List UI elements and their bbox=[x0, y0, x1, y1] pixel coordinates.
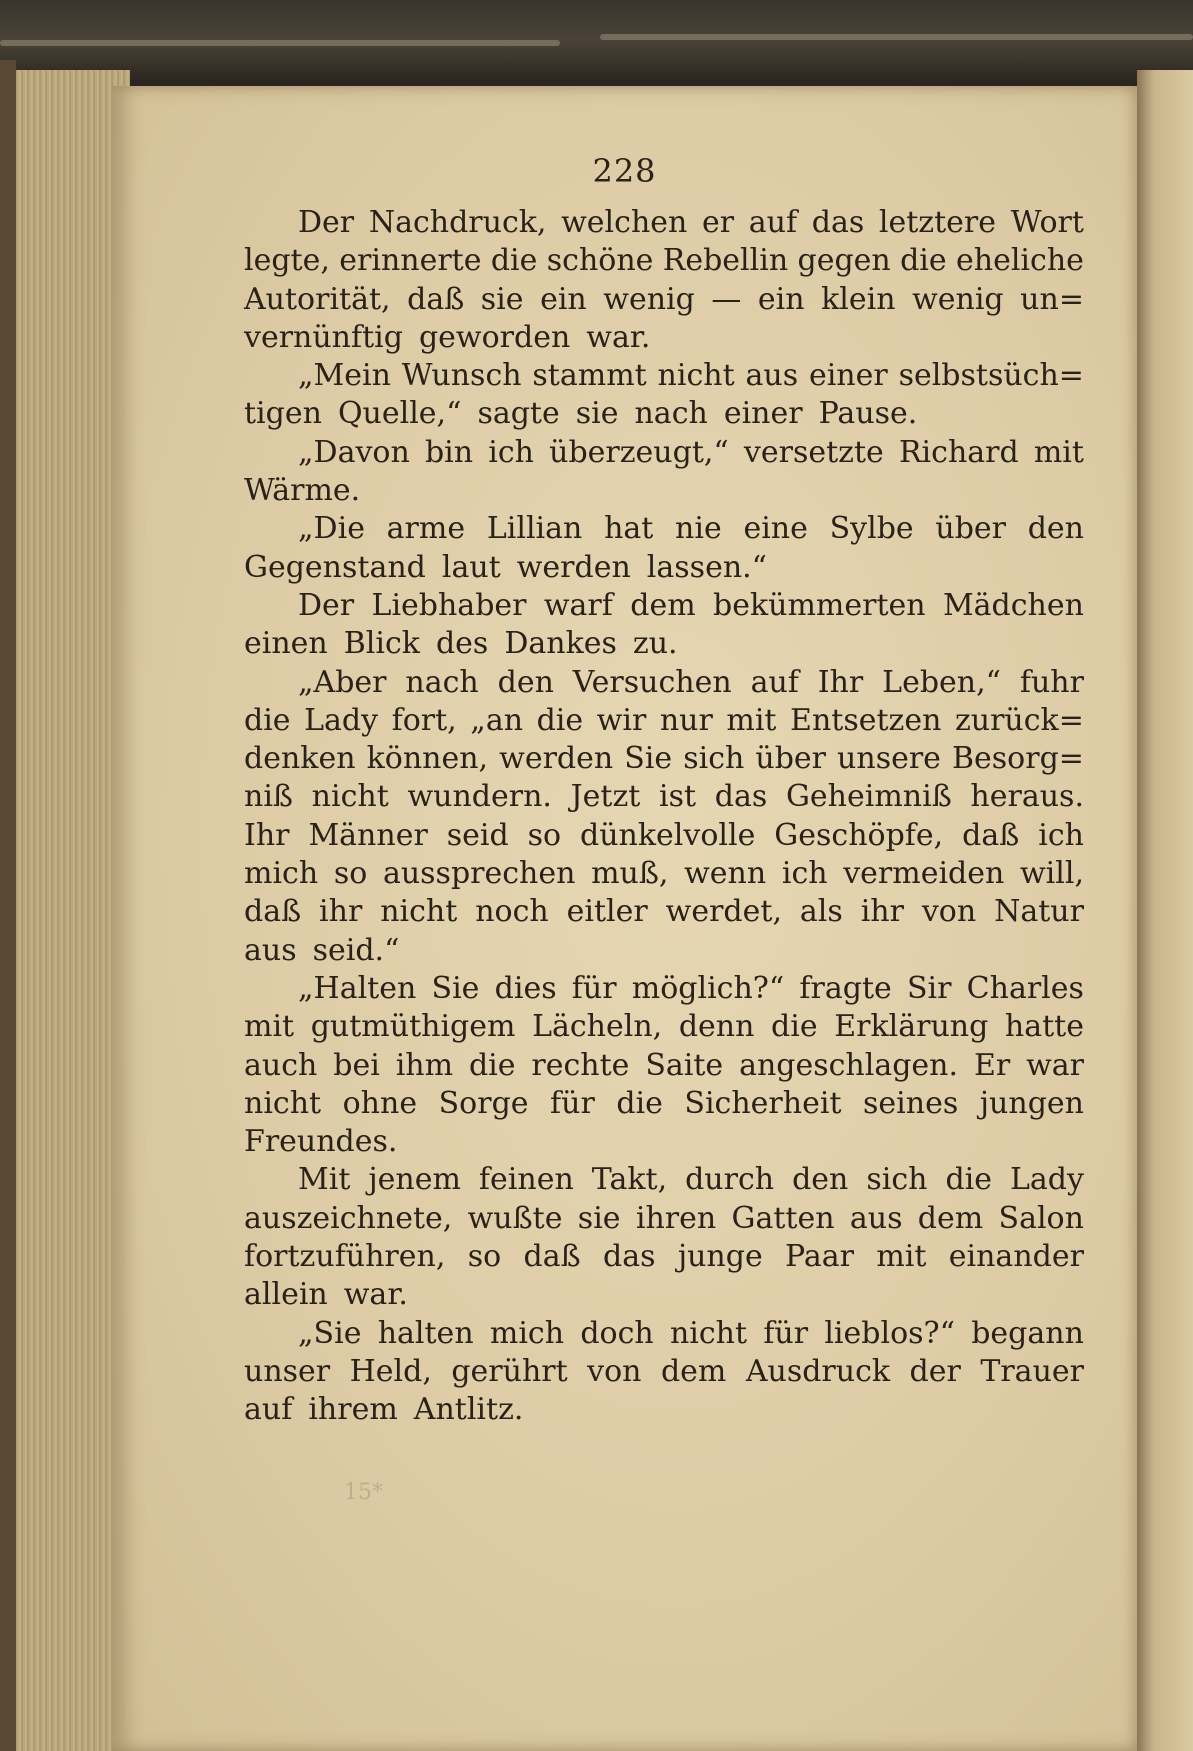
word: allein bbox=[244, 1277, 328, 1313]
text-line bbox=[244, 510, 1084, 548]
binding-thread bbox=[0, 40, 560, 46]
word: dem bbox=[917, 1200, 984, 1236]
word: wir bbox=[596, 702, 647, 738]
word: aus bbox=[244, 932, 297, 968]
text-line bbox=[244, 1085, 1084, 1123]
text-line bbox=[244, 1200, 1084, 1238]
word: sie bbox=[575, 396, 619, 432]
text-line bbox=[244, 549, 1084, 587]
word: mit bbox=[1033, 434, 1084, 470]
text-line bbox=[244, 702, 1084, 740]
text-line bbox=[244, 893, 1084, 931]
word: unsere bbox=[837, 741, 941, 777]
word: selbstsüch= bbox=[898, 358, 1084, 394]
word: nicht bbox=[669, 1315, 748, 1351]
word: mich bbox=[244, 856, 319, 892]
word: Ihr bbox=[244, 817, 290, 853]
word: welchen bbox=[561, 205, 688, 240]
word: sich bbox=[683, 741, 745, 777]
word: Männer bbox=[308, 817, 428, 853]
page-block-edges bbox=[0, 70, 130, 1751]
word: durch bbox=[685, 1162, 775, 1198]
word: einen bbox=[244, 626, 328, 662]
word: Mädchen bbox=[942, 587, 1084, 623]
word: Sylbe bbox=[829, 511, 914, 547]
word: begann bbox=[971, 1315, 1084, 1351]
word: war. bbox=[586, 319, 651, 355]
word: geworden bbox=[418, 319, 571, 355]
word: die bbox=[771, 1009, 818, 1045]
word: mit bbox=[726, 702, 777, 738]
word: aussprechen bbox=[382, 856, 576, 892]
word: „Davon bbox=[298, 434, 410, 470]
word: Rebellin bbox=[662, 243, 789, 279]
word: „an bbox=[470, 702, 524, 738]
text-line bbox=[244, 740, 1084, 778]
word: Lillian bbox=[486, 511, 583, 547]
word: denn bbox=[678, 1009, 755, 1045]
word: wußte bbox=[467, 1200, 563, 1236]
word: Blick bbox=[343, 626, 420, 662]
word: ohne bbox=[342, 1085, 418, 1121]
word: eitler bbox=[566, 894, 648, 930]
word: wenn bbox=[684, 856, 767, 892]
word: Besorg= bbox=[951, 741, 1084, 777]
word: die bbox=[900, 243, 947, 279]
word: Sie bbox=[624, 741, 673, 777]
word: mit bbox=[244, 1009, 295, 1045]
word: gegen bbox=[797, 243, 891, 279]
word: mich bbox=[489, 1315, 565, 1351]
word: eine bbox=[743, 511, 808, 547]
word: hat bbox=[604, 511, 654, 547]
word: den bbox=[792, 1162, 849, 1198]
word: so bbox=[467, 1239, 502, 1275]
text-line bbox=[244, 970, 1084, 1008]
word: Wärme. bbox=[244, 473, 361, 509]
word: noch bbox=[475, 894, 549, 930]
word: doch bbox=[580, 1315, 654, 1351]
word: dünkelvolle bbox=[580, 817, 756, 853]
word: „Aber bbox=[298, 664, 387, 700]
word: angeschlagen. bbox=[739, 1047, 959, 1083]
word: Wort bbox=[1010, 205, 1084, 240]
word: einer bbox=[808, 358, 888, 394]
word: ihm bbox=[395, 1047, 454, 1083]
text-line bbox=[244, 1008, 1084, 1046]
word: Charles bbox=[966, 970, 1084, 1006]
word: feinen bbox=[478, 1162, 574, 1198]
word: einer bbox=[723, 396, 803, 432]
word: laut bbox=[441, 549, 501, 585]
word: Jetzt bbox=[570, 779, 641, 815]
word: Autorität, bbox=[244, 281, 391, 317]
word: ihr bbox=[319, 894, 363, 930]
binding-thread bbox=[600, 34, 1193, 40]
word: nicht bbox=[380, 894, 458, 930]
word: Paar bbox=[785, 1239, 854, 1275]
word: nach bbox=[634, 396, 708, 432]
word: klein bbox=[821, 281, 896, 317]
word: eheliche bbox=[956, 243, 1084, 279]
word: aus bbox=[745, 358, 799, 394]
text-line bbox=[244, 242, 1084, 280]
word: Erklärung bbox=[834, 1009, 989, 1045]
word: gutmüthigem bbox=[310, 1009, 516, 1045]
word: unser bbox=[244, 1353, 331, 1389]
word: wundern. bbox=[407, 779, 552, 815]
word: dies bbox=[494, 970, 557, 1006]
word: seid.“ bbox=[312, 932, 400, 968]
word: als bbox=[799, 894, 843, 930]
text-line bbox=[244, 1315, 1084, 1353]
word: Sicherheit bbox=[684, 1085, 842, 1121]
word: das bbox=[714, 779, 768, 815]
word: muß, bbox=[591, 856, 669, 892]
word: Ausdruck bbox=[745, 1353, 891, 1389]
word: daß bbox=[523, 1239, 581, 1275]
word: Mit bbox=[298, 1162, 351, 1198]
word: so bbox=[527, 817, 562, 853]
word: bin bbox=[424, 434, 474, 470]
word: „Sie bbox=[298, 1315, 362, 1351]
word: stammt bbox=[532, 358, 647, 394]
word: ihr bbox=[860, 894, 904, 930]
word: nicht bbox=[244, 1085, 322, 1121]
text-line bbox=[244, 817, 1084, 855]
word: Trauer bbox=[980, 1353, 1084, 1389]
text-line bbox=[244, 1391, 1084, 1429]
word: überzeugt,“ bbox=[549, 434, 729, 470]
text-line bbox=[244, 1276, 1084, 1314]
word: seines bbox=[863, 1085, 959, 1121]
word: legte, bbox=[244, 243, 330, 279]
word: wenig bbox=[912, 281, 1004, 317]
word: einander bbox=[948, 1239, 1084, 1275]
word: Salon bbox=[998, 1200, 1084, 1236]
word: warf bbox=[543, 587, 613, 623]
text-line bbox=[244, 1047, 1084, 1085]
word: den bbox=[497, 664, 554, 700]
word: über bbox=[935, 511, 1006, 547]
word: das bbox=[602, 1239, 656, 1275]
word: halten bbox=[377, 1315, 474, 1351]
word: ihrem bbox=[308, 1392, 398, 1428]
word: nie bbox=[675, 511, 722, 547]
word: Wunsch bbox=[401, 358, 522, 394]
word: ich bbox=[781, 856, 828, 892]
word: rechte bbox=[531, 1047, 630, 1083]
word: Antlitz. bbox=[413, 1392, 524, 1428]
word: ein bbox=[540, 281, 587, 317]
word: auf bbox=[748, 205, 798, 240]
text-line bbox=[244, 395, 1084, 433]
signature-mark: 15* bbox=[344, 1480, 383, 1505]
text-line bbox=[244, 1238, 1084, 1276]
word: „Halten bbox=[298, 970, 417, 1006]
word: sagte bbox=[477, 396, 560, 432]
word: jenem bbox=[368, 1162, 461, 1198]
word: Der bbox=[298, 205, 355, 240]
word: der bbox=[909, 1353, 961, 1389]
word: Richard bbox=[898, 434, 1019, 470]
word: wenig bbox=[603, 281, 695, 317]
word: lieblos?“ bbox=[824, 1315, 955, 1351]
text-line bbox=[244, 1353, 1084, 1391]
word: versetzte bbox=[743, 434, 884, 470]
word: schöne bbox=[546, 243, 654, 279]
word: von bbox=[921, 894, 977, 930]
word: die bbox=[945, 1162, 993, 1198]
word: ich bbox=[1038, 817, 1084, 853]
word: zu. bbox=[632, 626, 678, 662]
word: hatte bbox=[1004, 1009, 1084, 1045]
word: Lady bbox=[1010, 1162, 1084, 1198]
word: auf bbox=[244, 1392, 293, 1428]
word: Der bbox=[298, 587, 355, 623]
word: die bbox=[244, 702, 291, 738]
word: daß bbox=[407, 281, 465, 317]
text-line bbox=[244, 625, 1084, 663]
text-line bbox=[244, 204, 1084, 242]
word: den bbox=[1027, 511, 1084, 547]
word: dem bbox=[630, 587, 696, 623]
word: Sir bbox=[906, 970, 952, 1006]
text-line bbox=[244, 664, 1084, 702]
word: bekümmerten bbox=[713, 587, 926, 623]
word: ich bbox=[488, 434, 534, 470]
word: fortzuführen, bbox=[244, 1239, 446, 1275]
word: von bbox=[587, 1353, 642, 1389]
word: er bbox=[702, 205, 735, 240]
text-line bbox=[244, 281, 1084, 319]
word: werdet, bbox=[665, 894, 782, 930]
word: Sorge bbox=[438, 1085, 529, 1121]
word: Leben,“ bbox=[882, 664, 1001, 700]
next-page-edge bbox=[1137, 70, 1193, 1751]
word: möglich?“ bbox=[631, 970, 785, 1006]
word: „Die bbox=[298, 511, 365, 547]
word: Lächeln, bbox=[532, 1009, 663, 1045]
word: Freundes. bbox=[244, 1124, 398, 1160]
word: Lady bbox=[304, 702, 379, 738]
word: war bbox=[1026, 1047, 1084, 1083]
word: nur bbox=[659, 702, 713, 738]
word: heraus. bbox=[970, 779, 1084, 815]
book-page bbox=[112, 86, 1137, 1751]
word: sich bbox=[866, 1162, 928, 1198]
word: fuhr bbox=[1019, 664, 1084, 700]
word: nicht bbox=[657, 358, 735, 394]
text-line bbox=[244, 587, 1084, 625]
word: Held, bbox=[349, 1353, 432, 1389]
word: jungen bbox=[979, 1085, 1084, 1121]
word: „Mein bbox=[298, 358, 391, 394]
word: so bbox=[333, 856, 368, 892]
book-binding bbox=[0, 0, 1193, 80]
word: Geheimniß bbox=[785, 779, 952, 815]
word: die bbox=[490, 243, 538, 279]
word: Geschöpfe, bbox=[774, 817, 944, 853]
word: seid bbox=[446, 817, 509, 853]
text-line bbox=[244, 932, 1084, 970]
word: niß bbox=[244, 779, 293, 815]
word: für bbox=[571, 970, 617, 1006]
book-cover-edge bbox=[0, 60, 16, 1751]
word: — bbox=[711, 281, 742, 317]
word: auf bbox=[750, 664, 799, 700]
word: auch bbox=[244, 1047, 318, 1083]
word: nicht bbox=[311, 779, 389, 815]
word: Nachdruck, bbox=[368, 205, 547, 240]
word: aus bbox=[849, 1200, 903, 1236]
word: bei bbox=[333, 1047, 380, 1083]
word: die bbox=[536, 702, 584, 738]
word: Quelle,“ bbox=[337, 396, 462, 432]
word: werden bbox=[499, 741, 614, 777]
word: Takt, bbox=[591, 1162, 668, 1198]
word: Sie bbox=[431, 970, 480, 1006]
text-line bbox=[244, 1123, 1084, 1161]
page-number: 228 bbox=[592, 152, 657, 190]
word: vermeiden bbox=[843, 856, 1005, 892]
text-line bbox=[244, 1161, 1084, 1199]
word: Ihr bbox=[817, 664, 864, 700]
word: über bbox=[755, 741, 826, 777]
word: junge bbox=[677, 1239, 763, 1275]
word: fragte bbox=[799, 970, 892, 1006]
word: daß bbox=[244, 894, 302, 930]
word: ist bbox=[659, 779, 697, 815]
word: arme bbox=[386, 511, 466, 547]
word: können, bbox=[366, 741, 489, 777]
text-line bbox=[244, 357, 1084, 395]
word: ein bbox=[757, 281, 805, 317]
word: zurück= bbox=[954, 702, 1084, 738]
word: Er bbox=[973, 1047, 1011, 1083]
text-line bbox=[244, 855, 1084, 893]
word: fort, bbox=[391, 702, 457, 738]
word: Liebhaber bbox=[371, 587, 527, 623]
word: will, bbox=[1020, 856, 1084, 892]
word: für bbox=[550, 1085, 595, 1121]
word: Pause. bbox=[818, 396, 918, 432]
word: vernünftig bbox=[244, 319, 403, 355]
word: Gegenstand bbox=[244, 549, 426, 585]
word: das bbox=[811, 205, 865, 240]
word: un= bbox=[1020, 281, 1084, 317]
word: lassen.“ bbox=[646, 549, 768, 585]
word: Gatten bbox=[731, 1200, 835, 1236]
word: mit bbox=[876, 1239, 927, 1275]
word: gerührt bbox=[451, 1353, 568, 1389]
text-line bbox=[244, 778, 1084, 816]
word: daß bbox=[962, 817, 1020, 853]
text-line bbox=[244, 434, 1084, 472]
word: ihren bbox=[635, 1200, 717, 1236]
word: für bbox=[763, 1315, 809, 1351]
word: sie bbox=[480, 281, 524, 317]
word: Saite bbox=[645, 1047, 724, 1083]
word: letztere bbox=[878, 205, 997, 240]
word: Dankes bbox=[504, 626, 617, 662]
word: erinnerte bbox=[339, 243, 482, 279]
word: Entsetzen bbox=[790, 702, 942, 738]
word: werden bbox=[516, 549, 631, 585]
word: dem bbox=[660, 1353, 727, 1389]
word: tigen bbox=[244, 396, 322, 432]
word: Versuchen bbox=[572, 664, 732, 700]
word: sie bbox=[577, 1200, 621, 1236]
body-text bbox=[244, 204, 1084, 1430]
word: war. bbox=[343, 1277, 408, 1313]
word: des bbox=[435, 626, 489, 662]
text-line bbox=[244, 472, 1084, 510]
text-line bbox=[244, 319, 1084, 357]
word: die bbox=[468, 1047, 516, 1083]
word: denken bbox=[244, 741, 356, 777]
word: auszeichnete, bbox=[244, 1200, 453, 1236]
word: nach bbox=[405, 664, 479, 700]
word: die bbox=[616, 1085, 663, 1121]
word: Natur bbox=[994, 894, 1084, 930]
